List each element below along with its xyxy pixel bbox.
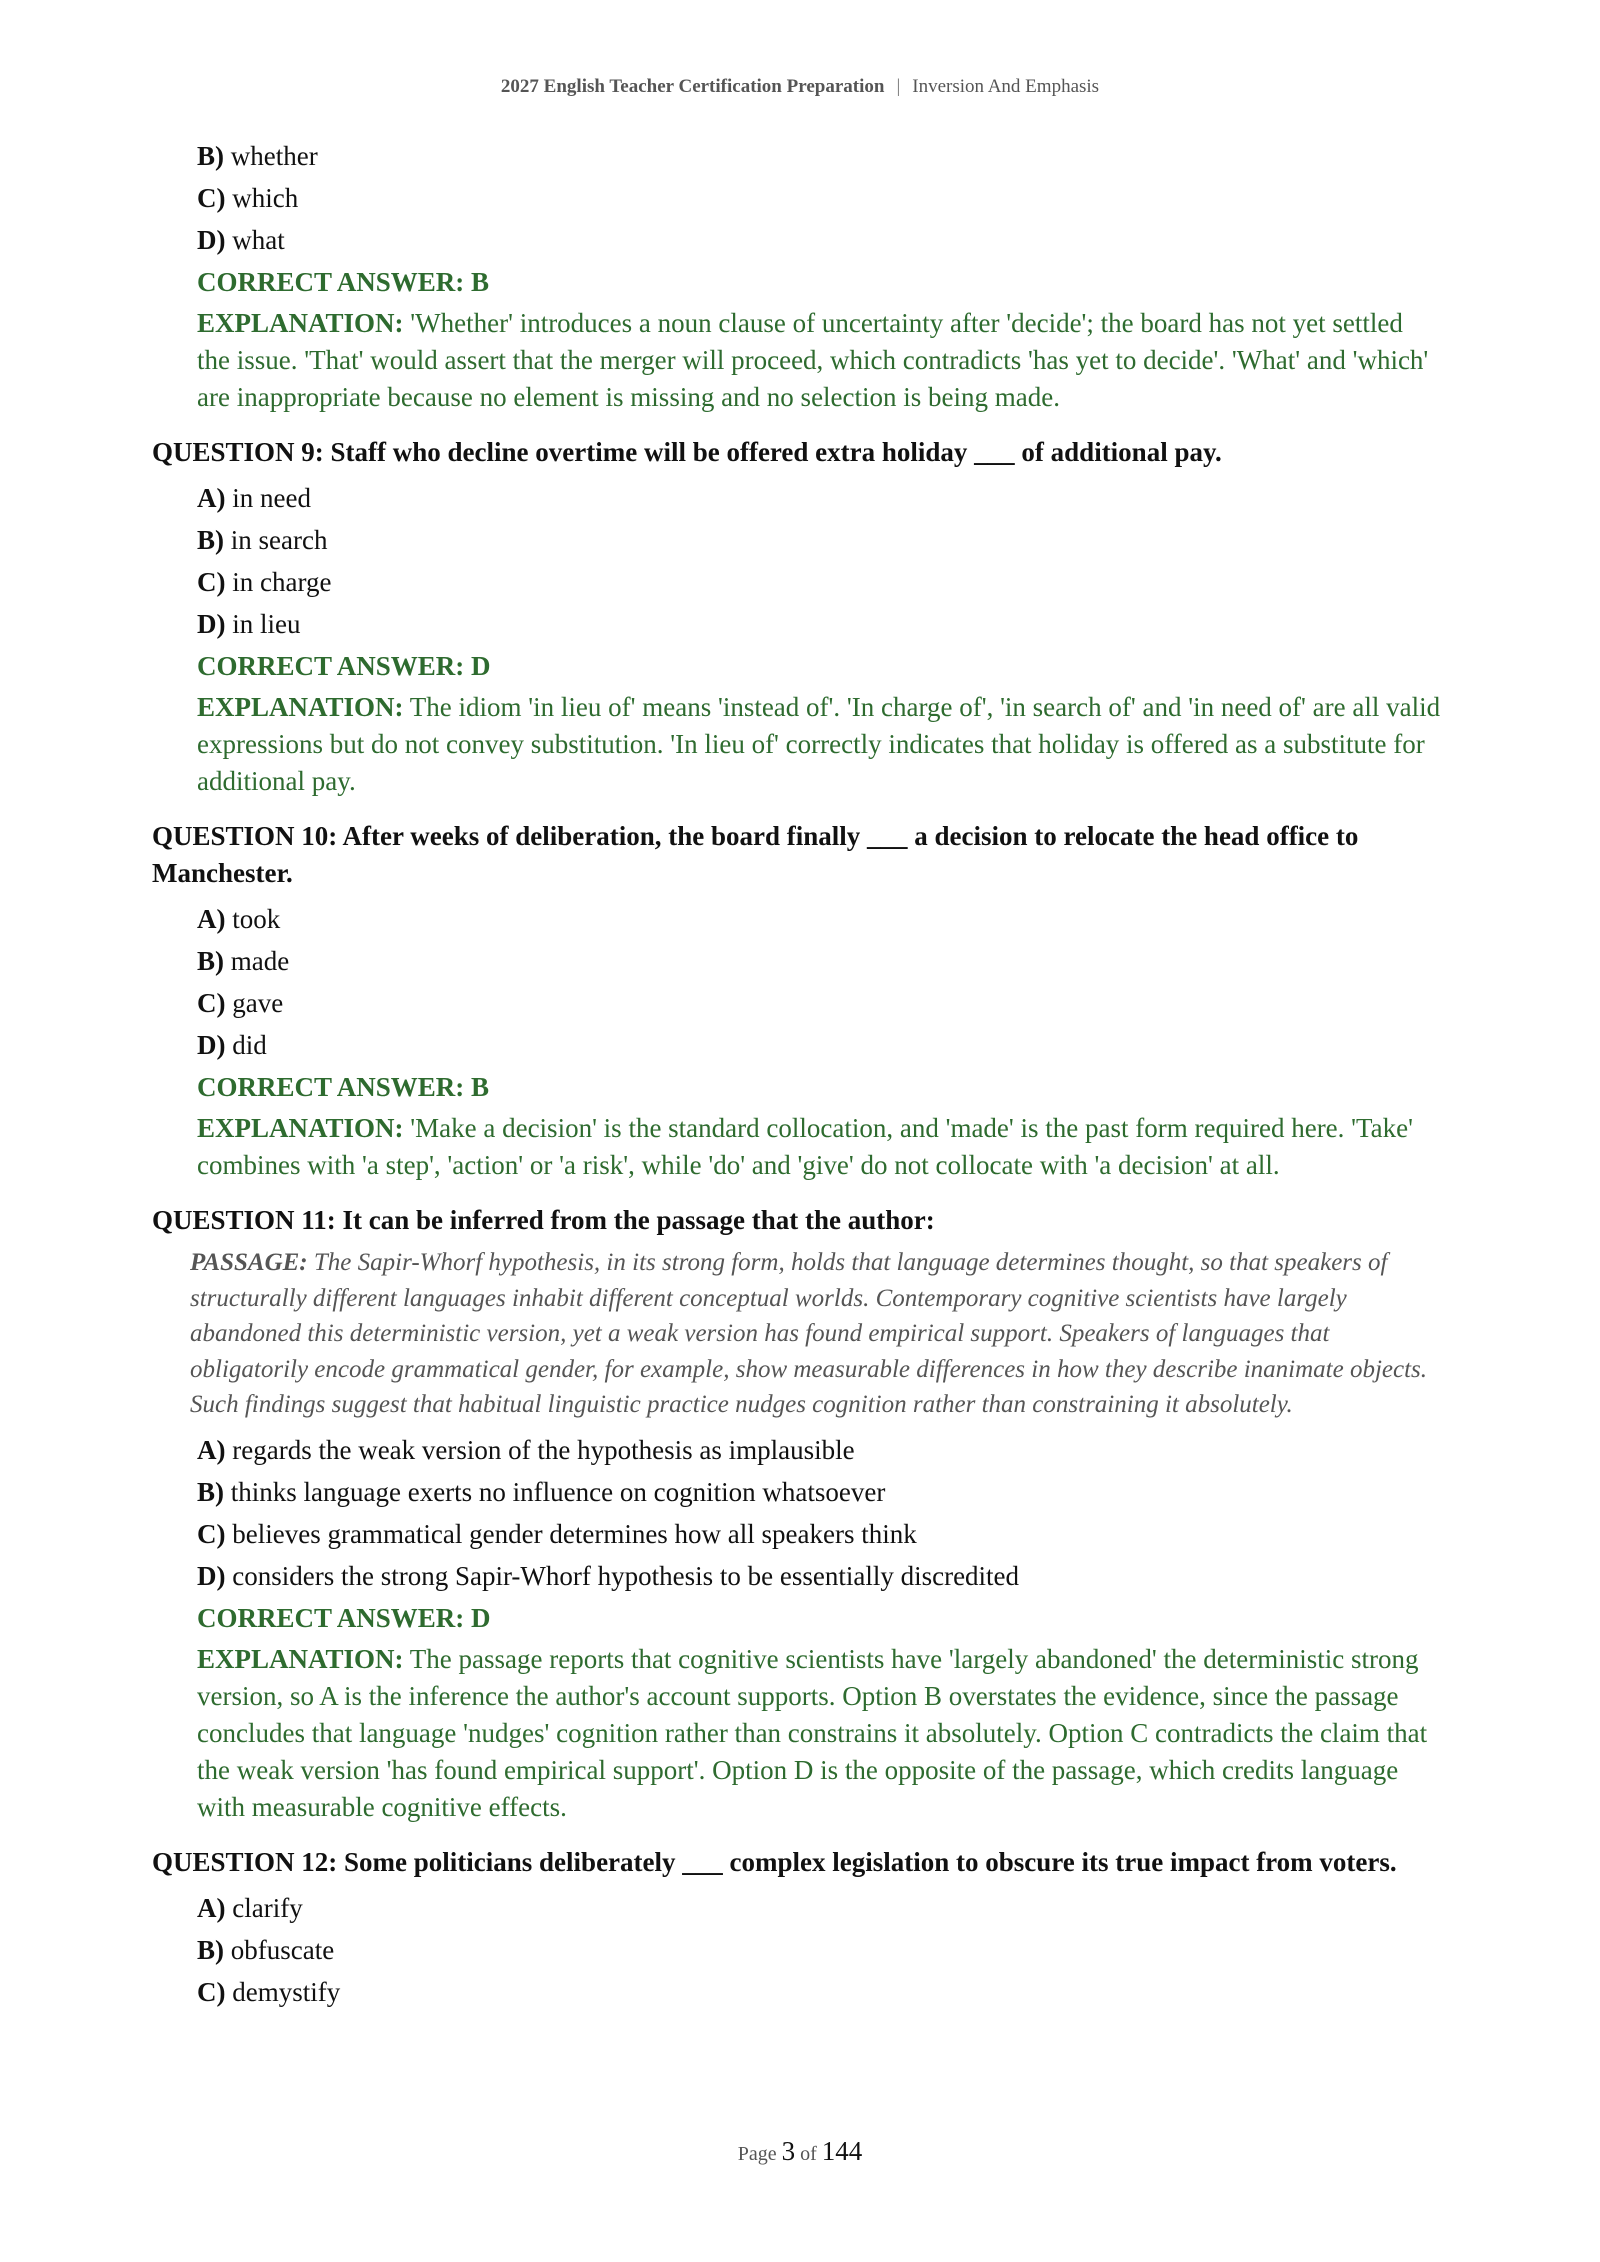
header-series-title: 2027 English Teacher Certification Preparation	[500, 76, 885, 97]
question-9-block	[152, 434, 1442, 800]
page-content	[152, 135, 1442, 2013]
q9-option-c: C) in charge	[197, 567, 332, 597]
q8-explanation: EXPLANATION: 'Whether' introduces a noun clause of uncertainty after 'decide'; the board has not yet settled the issue. 'That' would assert that the merger will proceed, which contradicts 'has yet to decide'. 'What' and 'which' are inappropriate because no element is missing and no selection is being made.	[197, 308, 1429, 412]
footer-total-pages: 144	[821, 2136, 863, 2166]
footer-page-prefix: Page	[737, 2143, 777, 2165]
q9-option-d: D) in lieu	[197, 609, 301, 639]
q8-option-b: B) whether	[197, 141, 318, 171]
q9-option-b: B) in search	[197, 525, 328, 555]
q11-explanation: EXPLANATION: The passage reports that cognitive scientists have 'largely abandoned' the deterministic strong version, so A is the inference the author's account supports. Option B overstates the evidence, since the passage concludes that language 'nudges' cognition rather than constrains it absolutely. Option C contradicts the claim that the weak version 'has found empirical support'. Option D is the opposite of the passage, which credits language with measurable cognitive effects.	[197, 1643, 1428, 1822]
question-10-block	[152, 818, 1442, 1184]
q8-option-d: D) what	[197, 225, 285, 255]
header-separator: |	[896, 76, 901, 97]
q9-question: QUESTION 9: Staff who decline overtime will be offered extra holiday ___ of additional pay.	[152, 437, 1222, 467]
q10-option-c: C) gave	[197, 988, 284, 1018]
q10-explanation: EXPLANATION: 'Make a decision' is the standard collocation, and 'made' is the past form required here. 'Take' combines with 'a step', 'action' or 'a risk', while 'do' and 'give' do not collocate with 'a decision' at all.	[197, 1113, 1413, 1180]
question-11-block	[152, 1202, 1442, 1826]
q12-option-b: B) obfuscate	[197, 1934, 335, 1965]
q12-question: QUESTION 12: Some politicians deliberately ___ complex legislation to obscure its true impact from voters.	[152, 1846, 1397, 1877]
q11-passage: PASSAGE: The Sapir-Whorf hypothesis, in its strong form, holds that language determines thought, so that speakers of structurally different languages inhabit different conceptual worlds. Contemporary cognitive scientists have largely abandoned this deterministic version, yet a weak version has found empirical support. Speakers of languages that obligatorily encode grammatical gender, for example, show measurable differences in how they describe inanimate objects. Such findings suggest that habitual linguistic practice nudges cognition rather than constraining it absolutely.	[190, 1249, 1428, 1418]
q10-question: QUESTION 10: After weeks of deliberation, the board finally ___ a decision to relocate the head office to Manchester.	[152, 821, 1359, 888]
header-topic: Inversion And Emphasis	[912, 76, 1100, 97]
q9-explanation: EXPLANATION: The idiom 'in lieu of' means 'instead of'. 'In charge of', 'in search of' and 'in need of' are all valid expressions but do not convey substitution. 'In lieu of' correctly indicates that holiday is offered as a substitute for additional pay.	[197, 692, 1441, 796]
footer-current-page: 3	[781, 2136, 796, 2166]
q9-correct-answer: CORRECT ANSWER: D	[197, 651, 491, 681]
q11-correct-answer: CORRECT ANSWER: D	[197, 1602, 491, 1633]
q8-correct-answer: CORRECT ANSWER: B	[197, 267, 490, 297]
q11-option-c: C) believes grammatical gender determines how all speakers think	[197, 1518, 917, 1549]
q10-option-b: B) made	[197, 946, 290, 976]
q11-question: QUESTION 11: It can be inferred from the passage that the author:	[152, 1205, 935, 1235]
page-header	[0, 76, 1600, 98]
footer-of: of	[800, 2143, 817, 2165]
question-12-block	[152, 1844, 1442, 2013]
q10-option-d: D) did	[197, 1030, 267, 1060]
q11-option-a: A) regards the weak version of the hypothesis as implausible	[197, 1434, 855, 1465]
q10-correct-answer: CORRECT ANSWER: B	[197, 1072, 490, 1102]
question-8-block	[152, 135, 1442, 416]
q12-option-a: A) clarify	[197, 1892, 303, 1923]
page-footer	[0, 2136, 1600, 2167]
q8-option-c: C) which	[197, 183, 299, 213]
q12-option-c: C) demystify	[197, 1976, 341, 2007]
q10-option-a: A) took	[197, 904, 281, 934]
q11-option-d: D) considers the strong Sapir-Whorf hypothesis to be essentially discredited	[197, 1560, 1020, 1591]
q11-option-b: B) thinks language exerts no influence on cognition whatsoever	[197, 1476, 886, 1507]
q9-option-a: A) in need	[197, 483, 311, 513]
